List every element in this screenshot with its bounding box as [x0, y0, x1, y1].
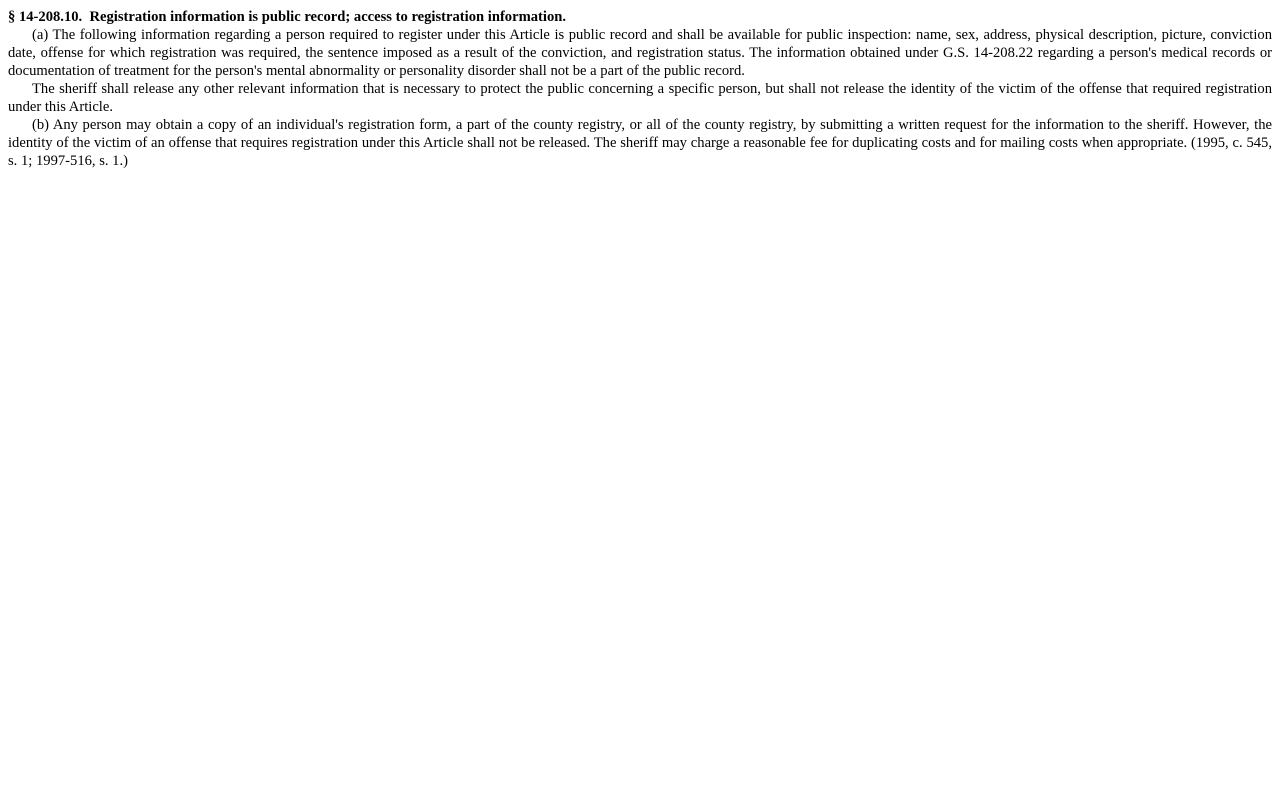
- paragraph-sheriff-release: The sheriff shall release any other relevant information that is necessary to protect the public concerning a specific person, but shall not release the identity of the victim of the offense that required registration under this Article.: [8, 81, 1272, 115]
- statute-document: [8, 8, 1272, 170]
- paragraph-a: (a) The following information regarding a person required to register under this Article is public record and shall be available for public inspection: name, sex, address, physical description, picture, conviction date, offense for which registration was required, the sentence imposed as a result of the conviction, and registration status. The information obtained under G.S. 14-208.22 regarding a person's medical records or documentation of treatment for the person's mental abnormality or personality disorder shall not be a part of the public record.: [8, 27, 1272, 79]
- paragraph-b: (b) Any person may obtain a copy of an individual's registration form, a part of the county registry, or all of the county registry, by submitting a written request for the information to the sheriff. However, the identity of the victim of an offense that requires registration under this Article shall not be released. The sheriff may charge a reasonable fee for duplicating costs and for mailing costs when appropriate. (1995, c. 545, s. 1; 1997-516, s. 1.): [8, 117, 1272, 169]
- section-heading: § 14-208.10. Registration information is public record; access to registration information.: [8, 9, 567, 25]
